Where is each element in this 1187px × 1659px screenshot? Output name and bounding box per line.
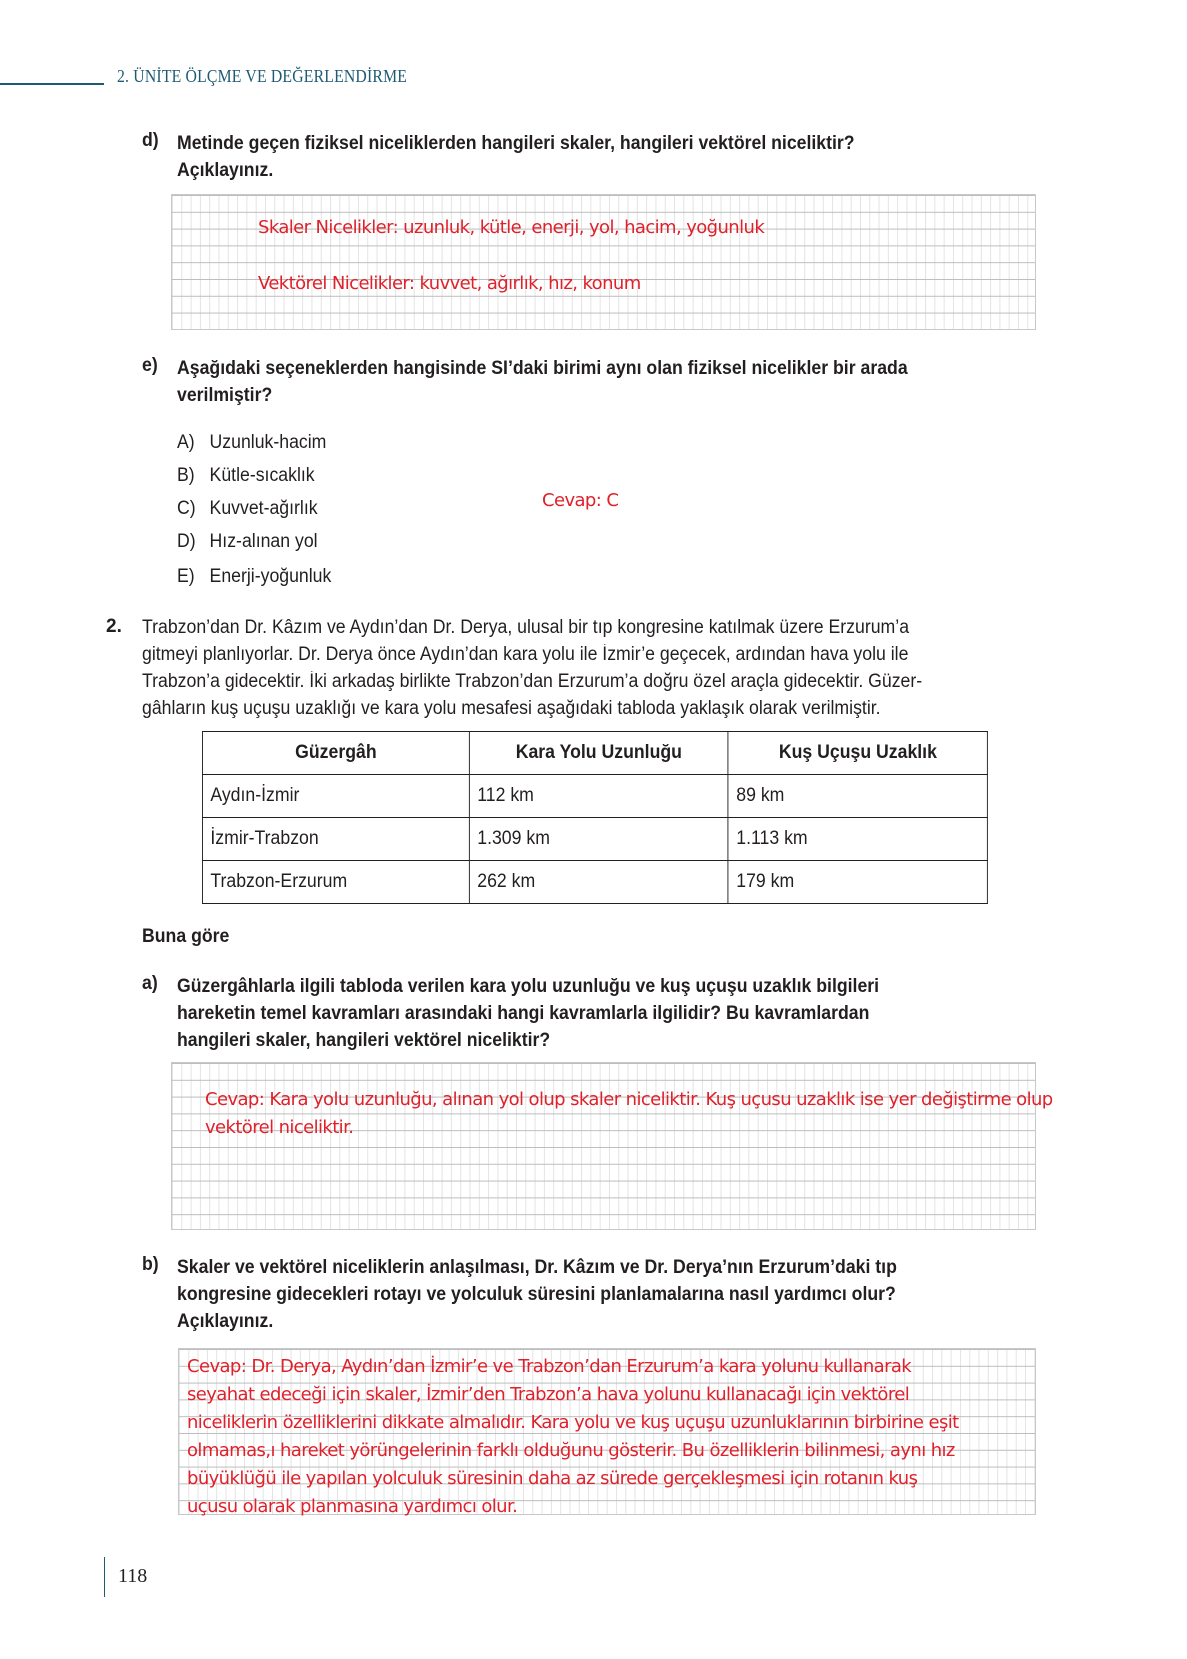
buna-gore-label: Buna göre	[142, 926, 230, 947]
question-e	[177, 355, 1122, 409]
answer-2a	[205, 1086, 1053, 1142]
column-header-road-length: Kara Yolu Uzunluğu	[469, 732, 728, 775]
answer-d-vector: Vektörel Nicelikler: kuvvet, ağırlık, hız, konum	[258, 273, 641, 294]
question-2-line: Trabzon’dan Dr. Kâzım ve Aydın’dan Dr. Derya, ulusal bir tıp kongresine katılmak üzere Erzurum’a	[142, 617, 910, 638]
option-e	[177, 566, 331, 599]
answer-2b	[187, 1353, 959, 1521]
option-text: Hız-alınan yol	[209, 531, 318, 552]
option-letter: B)	[177, 465, 195, 486]
option-c	[177, 498, 331, 531]
answer-2b-line: olmamas,ı hareket yörüngelerinin farklı olduğunu gösterir. Bu özelliklerin bilinmesi, aynı hız	[187, 1440, 955, 1461]
header-rule	[0, 83, 104, 85]
answer-2b-line: seyahat edeceği için skaler, İzmir’den Trabzon’a hava yolunu kullanacağı için vektörel	[187, 1384, 910, 1405]
option-d	[177, 531, 331, 566]
question-2b-line: Skaler ve vektörel niceliklerin anlaşılması, Dr. Kâzım ve Dr. Derya’nın Erzurum’daki tıp	[177, 1257, 897, 1278]
question-2a-line: hangileri skaler, hangileri vektörel niceliktir?	[177, 1030, 551, 1051]
page-number-rule	[104, 1557, 105, 1597]
option-letter: C)	[177, 498, 196, 519]
options-list	[177, 432, 343, 599]
answer-2b-line: Cevap: Dr. Derya, Aydın’dan İzmir’e ve Trabzon’dan Erzurum’a kara yolunu kullanarak	[187, 1356, 912, 1377]
question-2b	[177, 1254, 1122, 1335]
option-text: Kütle-sıcaklık	[209, 465, 315, 486]
route-table	[202, 731, 988, 904]
cell-road-length: 262 km	[469, 861, 728, 904]
question-2b-line: Açıklayınız.	[177, 1311, 274, 1332]
question-e-label: e)	[142, 355, 158, 376]
question-e-line1: Aşağıdaki seçeneklerden hangisinde SI’daki birimi aynı olan fiziksel nicelikler bir arada	[177, 358, 908, 379]
option-letter: D)	[177, 531, 196, 552]
table-row	[202, 861, 987, 904]
cell-route: Trabzon-Erzurum	[202, 861, 469, 904]
option-text: Uzunluk-hacim	[209, 432, 327, 453]
option-text: Enerji-yoğunluk	[209, 566, 332, 587]
route-table-wrap	[202, 731, 1047, 904]
unit-title: 2. ÜNİTE ÖLÇME VE DEĞERLENDİRME	[117, 66, 408, 86]
column-header-route: Güzergâh	[202, 732, 469, 775]
table-row	[202, 775, 987, 818]
question-2-line: Trabzon’a gidecektir. İki arkadaş birlikte Trabzon’dan Erzurum’a doğru özel araçla gidecektir. Güzer-	[142, 671, 923, 692]
answer-d-scalar: Skaler Nicelikler: uzunluk, kütle, enerji, yol, hacim, yoğunluk	[258, 217, 765, 238]
question-2b-label: b)	[142, 1254, 159, 1275]
table-header-row	[202, 732, 987, 775]
question-d-label: d)	[142, 130, 159, 151]
cell-route: Aydın-İzmir	[202, 775, 469, 818]
option-b	[177, 465, 331, 498]
page-number: 118	[118, 1565, 148, 1587]
option-a	[177, 432, 331, 465]
question-2-text	[142, 614, 981, 722]
question-2-number: 2.	[106, 616, 122, 637]
cell-road-length: 1.309 km	[469, 818, 728, 861]
question-d-line2: Açıklayınız.	[177, 160, 274, 181]
question-d	[177, 130, 1077, 184]
cell-air-distance: 179 km	[728, 861, 987, 904]
question-2a-label: a)	[142, 973, 158, 994]
question-2a-line: hareketin temel kavramları arasındaki hangi kavramlarla ilgilidir? Bu kavramlardan	[177, 1003, 870, 1024]
answer-grid-d	[171, 194, 1036, 330]
question-2b-line: kongresine gidecekleri rotayı ve yolculuk süresini planlamalarına nasıl yardımcı olur?	[177, 1284, 896, 1305]
option-letter: E)	[177, 566, 195, 587]
option-text: Kuvvet-ağırlık	[209, 498, 318, 519]
question-2-line: gâhların kuş uçuşu uzaklığı ve kara yolu mesafesi aşağıdaki tabloda yaklaşık olarak verilmiştir.	[142, 698, 881, 719]
answer-2b-line: büyüklüğü ile yapılan yolculuk süresinin daha az sürede gerçekleşmesi için rotanın kuş	[187, 1468, 918, 1489]
answer-2b-line: uçusu olarak planmasına yardımcı olur.	[187, 1496, 518, 1517]
cell-route: İzmir-Trabzon	[202, 818, 469, 861]
cell-air-distance: 1.113 km	[728, 818, 987, 861]
table-row	[202, 818, 987, 861]
cell-air-distance: 89 km	[728, 775, 987, 818]
answer-2a-line: Cevap: Kara yolu uzunluğu, alınan yol olup skaler niceliktir. Kuş uçusu uzaklık ise yer değiştirme olup	[205, 1089, 1053, 1110]
question-2-line: gitmeyi planlıyorlar. Dr. Derya önce Aydın’dan kara yolu ile İzmir’e geçecek, ardından hava yolu ile	[142, 644, 909, 665]
option-letter: A)	[177, 432, 195, 453]
answer-2b-line: niceliklerin özelliklerini dikkate almalıdır. Kara yolu ve kuş uçuşu uzunluklarının birbirine eşit	[187, 1412, 959, 1433]
question-2a	[177, 973, 1122, 1054]
answer-2a-line: vektörel niceliktir.	[205, 1117, 354, 1138]
question-2a-line: Güzergâhlarla ilgili tabloda verilen kara yolu uzunluğu ve kuş uçuşu uzaklık bilgileri	[177, 976, 880, 997]
column-header-air-distance: Kuş Uçuşu Uzaklık	[728, 732, 987, 775]
question-e-line2: verilmiştir?	[177, 385, 273, 406]
answer-e: Cevap: C	[542, 490, 619, 511]
cell-road-length: 112 km	[469, 775, 728, 818]
question-d-line1: Metinde geçen fiziksel niceliklerden hangileri skaler, hangileri vektörel niceliktir?	[177, 133, 855, 154]
